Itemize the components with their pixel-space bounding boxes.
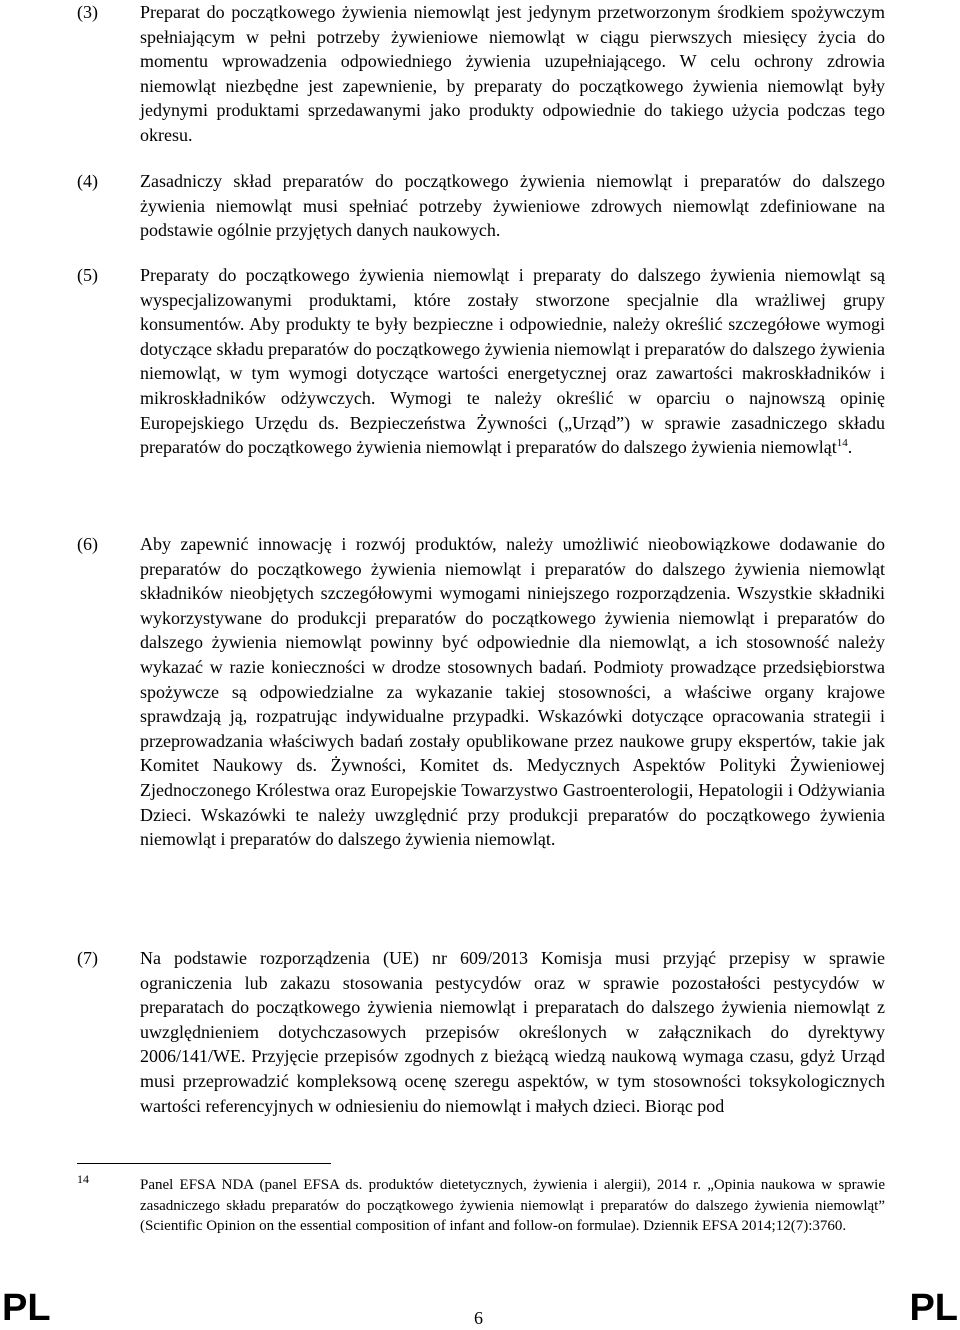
footer-language-left: PL	[2, 1287, 51, 1329]
recital-text: Preparat do początkowego żywienia niemowląt jest jedynym przetworzonym środkiem spożywczym spełniającym w pełni potrzeby żywieniowe niemowląt w ciągu pierwszych miesięcy życia do momentu wprowadzenia odpowiedniego żywienia uzupełniającego. W celu ochrony zdrowia niemowląt niezbędne jest zapewnienie, by preparaty do początkowego żywienia niemowląt były jedynymi produktami sprzedawanymi jako produkty odpowiednie do takiego użycia podczas tego okresu.	[140, 2, 885, 145]
footnote-separator	[77, 1163, 331, 1164]
recital-text-body: Preparaty do początkowego żywienia niemowląt i preparaty do dalszego żywienia niemowląt są wyspecjalizowanymi produktami, które zostały stworzone specjalnie dla wrażliwej grupy konsumentów. Aby produkty te były bezpieczne i odpowiednie, należy określić szczegółowe wymogi dotyczące składu preparatów do początkowego żywienia niemowląt i preparatów do dalszego żywienia niemowląt, w tym wymogi dotyczące wartości energetycznej oraz zawartości makroskładników i mikroskładników odżywczych. Wymogi te należy określić w oparciu o najnowszą opinię Europejskiego Urzędu ds. Bezpieczeństwa Żywności („Urząd”) w sprawie zasadniczego składu preparatów do początkowego żywienia niemowląt i preparatów do dalszego żywienia niemowląt	[140, 265, 885, 458]
footer-language-right: PL	[909, 1287, 958, 1329]
recital-text: Na podstawie rozporządzenia (UE) nr 609/2013 Komisja musi przyjąć przepisy w sprawie ograniczenia lub zakazu stosowania pestycydów oraz w sprawie pozostałości pestycydów w preparatach do początkowego żywienia niemowląt i preparatach do dalszego żywienia niemowląt z uwzględnieniem dotychczasowych przepisów określonych w załącznikach do dyrektywy 2006/141/WE. Przyjęcie przepisów zgodnych z bieżącą wiedzą naukową wymaga czasu, gdyż Urząd musi przeprowadzić kompleksową ocenę szeregu aspektów, w tym stosowności toksykologicznych wartości referencyjnych w odniesieniu do niemowląt i małych dzieci. Biorąc pod	[140, 948, 885, 1116]
footnote-text: Panel EFSA NDA (panel EFSA ds. produktów dietetycznych, żywienia i alergii), 2014 r. „Opinia naukowa w sprawie zasadniczego składu preparatów do początkowego żywienia niemowląt i preparatów do dalszego żywienia niemowląt” (Scientific Opinion on the essential composition of infant and follow-on formulae). Dziennik EFSA 2014;12(7):3760.	[140, 1177, 885, 1235]
footnote-reference[interactable]: 14	[836, 437, 848, 450]
recital-number: (3)	[77, 2, 98, 22]
page-number: 6	[474, 1308, 483, 1328]
recital-number: (7)	[77, 948, 98, 968]
recital-text-end: .	[847, 437, 853, 458]
recital-number: (5)	[77, 265, 98, 285]
recital-text: Aby zapewnić innowację i rozwój produktów, należy umożliwić nieobowiązkowe dodawanie do preparatów do początkowego żywienia niemowląt i preparatów do dalszego żywienia niemowląt składników nieobjętych szczegółowymi wymogami niniejszego rozporządzenia. Wszystkie składniki wykorzystywane do produkcji preparatów do początkowego żywienia niemowląt i preparatów do dalszego żywienia niemowląt powinny być odpowiednie dla niemowląt, a ich stosowność należy wykazać w razie konieczności w drodze stosownych badań. Podmioty prowadzące przedsiębiorstwa spożywcze są odpowiedzialne za wykazanie takiej stosowności, a właściwe organy krajowe sprawdzają ją, rozpatrując indywidualne przypadki. Wskazówki dotyczące opracowania strategii i przeprowadzania właściwych badań zostały opublikowane przez naukowe grupy ekspertów, takie jak Komitet Naukowy ds. Żywności, Komitet ds. Medycznych Aspektów Polityki Żywieniowej Zjednoczonego Królestwa oraz Europejskie Towarzystwo Gastroenterologii, Hepatologii i Odżywiania Dzieci. Wskazówki te należy uwzględnić przy produkcji preparatów do początkowego żywienia niemowląt i preparatów do dalszego żywienia niemowląt.	[140, 534, 885, 850]
recital-text	[140, 263, 885, 460]
recital-number: (4)	[77, 171, 98, 191]
recital-number: (6)	[77, 534, 98, 554]
recital-text: Zasadniczy skład preparatów do początkowego żywienia niemowląt i preparatów do dalszego żywienia niemowląt musi spełniać potrzeby żywieniowe zdrowych niemowląt zdefiniowane na podstawie ogólnie przyjętych danych naukowych.	[140, 171, 885, 241]
footnote-number: 14	[77, 1172, 89, 1186]
